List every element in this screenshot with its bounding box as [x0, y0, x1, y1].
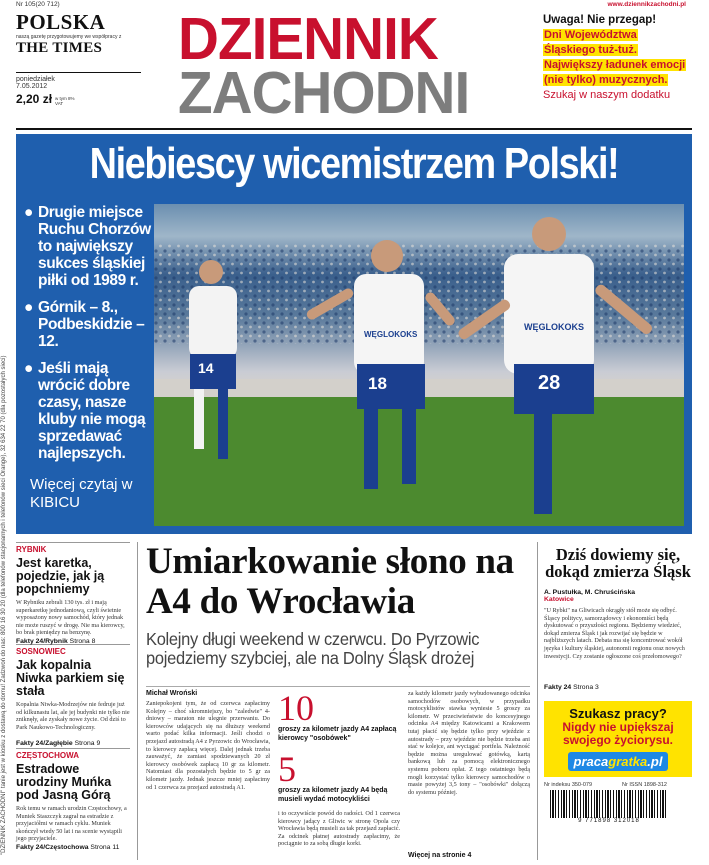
photo-scene: [154, 204, 684, 526]
news-title: Estradowe urodziny Muńka pod Jasną Górą: [16, 762, 112, 802]
banner-bullet: ● Drugie miejsce Ruchu Chorzów to największy sukces śląskiej piłki od 1989 r.: [24, 204, 151, 289]
article-text: za każdy kilometr jazdy wybudowanego odcinka samochodów osobowych, w przypadku motocyklistów stawka wyniesie 5 groszy za kilometr. W przeciwieństwie do koncesyjnego odcinka A4 między Katowicami a Krakowem tutaj płacić się będzie tylko przy wjeździe z autostrady – przy wjeździe nie będzie trzeba ani stać w kolejce, ani wyciągać portfela. Należność będzie można uregulować gotówką, kartą bankową lub za pomocą elektronicznego systemu poboru opłat. Z tego ostatniego będą mogli korzystać tylko kierowcy samochodów o masie powyżej 3,5 tony – "osobówki" dołączą do systemu później.: [408, 690, 530, 796]
main-headline: Umiarkowanie słono na A4 do Wrocławia: [146, 541, 514, 622]
barcode-digits: 9 771898 312018: [550, 818, 668, 824]
news-item[interactable]: [16, 748, 130, 854]
teaser-lead: Uwaga! Nie przegap!: [543, 14, 657, 26]
lead-banner[interactable]: [16, 134, 709, 534]
right-story-page: Strona 3: [573, 684, 599, 691]
right-column: [544, 546, 692, 826]
partner-tagline: naszą gazetę przygotowujemy we współpracy z: [16, 34, 122, 40]
ad-question: Szukasz pracy?: [569, 706, 667, 721]
photo-credit: FOT. ARKADIUSZ ŁAWRYWIANIEC: [702, 436, 709, 518]
section-label: CZĘSTOCHOWA: [16, 748, 130, 760]
article-text: Zaniepokojeni tym, że od czerwca zapłacimy Kolejny – choć skromniejszy, bo "zaledwie" 4-dniowy – maraton nie ulegnie przerwaniu. Do kierowców udających się na dłuższy weekend warto podać kilka informacji. Jeśli chodzi o przejazd autostradą A4 z Pyrzowic do Wrocławia, to kierowcy zapłacą więcej. Dalej jednak trzeba zauważyć, że zamiast spodziewanych 20 zł kierowcy osobówek zapłacą 10 gr za kilometr. Natomiast dla pozostałych będzie to 5 gr za kilometr jazdy. Jednak jeszcze mniej zapłacimy od 1 czerwca za przejazd autostradą A1.: [146, 700, 270, 791]
weekday: poniedziałek: [16, 76, 55, 83]
partner-logo: [16, 12, 141, 57]
banner-bullet: ● Jeśli mają wrócić dobre czasy, nasze kluby nie mogą sprzedawać najlepszych.: [24, 360, 146, 462]
pracagratka-logo: pracagratka.pl: [568, 752, 669, 771]
article-author: Michał Wroński: [146, 690, 198, 697]
section-label: RYBNIK: [16, 542, 130, 554]
stat-number: 10: [278, 688, 314, 728]
right-story-text: "U Rybki" na Gliwicach okrągły stół może się odbyć. Śląscy politycy, samorządowcy i ekonomiści będą dyskutować o przyszłości regionu. Będziemy wiedzieć, dokąd zmierza Śląsk i jak rozwijać się będzie w najbliższych latach. Debata ma się koncentrować wokół języka i kultury śląskiej, autonomii regionu oraz nowych inwestycji. Czy zostanie ogłoszone coś przełomowego?: [544, 607, 685, 660]
barcode: [550, 790, 668, 818]
index-number: Nr indeksu 350-079: [544, 782, 593, 788]
news-item[interactable]: [16, 542, 130, 644]
news-ref: Fakty 24/Rybnik: [16, 638, 68, 645]
news-page: Strona 11: [90, 844, 120, 851]
news-page: Strona 9: [74, 740, 101, 747]
masthead: [178, 6, 530, 126]
news-page: Strona 8: [69, 638, 96, 645]
stat-text: groszy za kilometr jazdy A4 zapłacą kierowcy "osobówek": [278, 726, 397, 742]
job-ad[interactable]: [544, 701, 692, 777]
lead-photo: [154, 204, 709, 526]
header-rule: [16, 128, 692, 130]
header-divider-left: [16, 72, 141, 73]
barcode-area: [544, 782, 692, 826]
teaser-highlight: Dni Województwa Śląskiego tuż-tuż. Największy ładunek emocji (nie tylko) muzycznych.: [544, 29, 686, 86]
subscription-strip: [0, 0, 12, 865]
banner-bullet: ● Górnik – 8., Podbeskidzie – 12.: [24, 299, 145, 350]
masthead-zachodni: ZACHODNI: [178, 60, 470, 126]
stat-text: groszy za kilometr jazdy A4 będą musieli wydać motocykliści: [278, 787, 388, 803]
banner-headline: Niebiescy wicemistrzem Polski!: [89, 139, 619, 188]
shirt-sponsor: WĘGLOKOKS: [524, 322, 584, 332]
right-story-authors: A. Pustułka, M. Chruścińska: [544, 589, 636, 596]
news-title: Jak kopalnia Niwka parkiem się stała: [16, 658, 125, 698]
jersey-number: 28: [538, 372, 561, 394]
stat-number: 5: [278, 749, 296, 789]
column-divider: [537, 542, 538, 860]
article-col-2: [278, 690, 400, 850]
issue-number: Nr 105(20 712): [16, 1, 60, 8]
main-subhead: Kolejny długi weekend w czerwcu. Do Pyrzowic pojedziemy szybciej, ale na Dolny Śląsk drożej: [146, 629, 480, 668]
price: 2,20 zł: [16, 92, 53, 106]
news-text: W Rybniku zebrali 130 tys. zł i mają superkaretkę jednodaniową, czyli świetnie wyposażony nowy samochód, który jednak nie może ruszyć w drogę. Nie ma kierowcy, bo brak pieniędzy na benzynę.: [16, 599, 125, 637]
jersey-number: 14: [198, 360, 214, 376]
banner-bullets: [24, 204, 152, 512]
website-link[interactable]: www.dziennikzachodni.pl: [607, 1, 686, 8]
right-story-title: Dziś dowiemy się, dokąd zmierza Śląsk: [545, 545, 691, 581]
ad-slogan: Nigdy nie upiększaj swojego życiorysu.: [562, 720, 674, 747]
news-item[interactable]: [16, 644, 130, 748]
section-label: SOSNOWIEC: [16, 644, 130, 656]
teaser-rest: Szukaj w naszym dodatku: [543, 89, 671, 101]
times-logo: THE TIMES: [16, 40, 103, 56]
vat-note: w tym 8% VAT: [55, 96, 75, 106]
news-ref: Fakty 24/Zagłębie: [16, 740, 73, 747]
issn-number: Nr ISSN 1898-312: [622, 782, 667, 788]
shirt-sponsor: WĘGLOKOKS: [364, 330, 418, 339]
main-article[interactable]: [146, 542, 530, 862]
left-news-column: [16, 542, 130, 854]
right-story-ref: Fakty 24: [544, 684, 572, 691]
article-col-1: [146, 690, 270, 860]
news-text: Rok temu w ramach urodzin Częstochowy, a Muniek Staszczyk zagrał na estradzie z przyjaciółmi w ramach cyklu. Muniek skończył wtedy 50 lat i na scenie wystąpili jego przyjaciele.: [16, 805, 127, 843]
article-col-3: [408, 690, 530, 859]
banner-more-link[interactable]: Więcej czytaj w KIBICU: [30, 476, 133, 511]
subscription-strip-text: "DZIENNIK ZACHODNI" tanie jest w kiosku z dostawą do domu! Zadzwoń do nas: 800 16 30 20 (dla telefonów stacjonarnych i telefonów sieci Orange), 32 634 22 70 (dla pozostałych sieci): [1, 355, 7, 855]
continued-link[interactable]: Więcej na stronie 4: [408, 852, 472, 859]
news-title: Jest karetka, pojedzie, jak ją popchniemy: [16, 556, 105, 596]
column-divider: [137, 542, 138, 860]
masthead-dziennik: DZIENNIK: [178, 6, 438, 72]
news-ref: Fakty 24/Częstochowa: [16, 844, 89, 851]
issue-date-block: [16, 76, 141, 106]
polska-logo: POLSKA: [16, 10, 106, 34]
teaser-box[interactable]: [543, 13, 688, 102]
jersey-number: 18: [368, 374, 387, 393]
article-text: i to oczywiście powód do radości. Od 1 czerwca kierowcy jadący z Gliwic w stronę Opola czy Wrocławia będą musieli za tak przejazd zapłacić. Za odcinek płatnej autostrady zapłacimy, że pociągnie to za sobą długie korki.: [278, 810, 400, 848]
issue-date: 7.05.2012: [16, 83, 48, 90]
news-text: Kopalnia Niwka-Modrzejów nie fedruje już od kilkunastu lat, ale jej budynki nie tylko nie zniknęły, ale zyskały nowe życie. Od dziś to Park Naukowo-Technologiczny.: [16, 701, 130, 731]
right-story-location: Katowice: [544, 596, 574, 603]
right-story[interactable]: [544, 546, 692, 691]
